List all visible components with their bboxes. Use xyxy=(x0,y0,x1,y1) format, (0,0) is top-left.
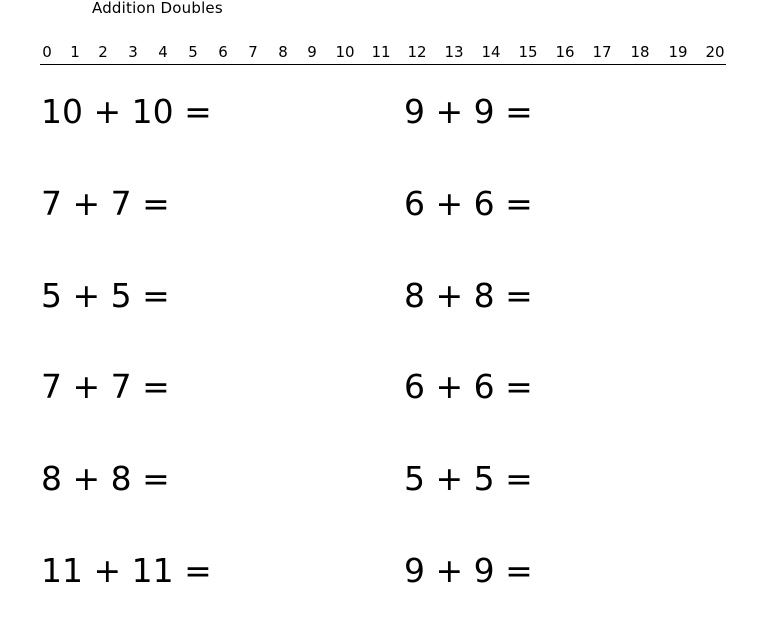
number-line-label: 17 xyxy=(592,43,612,61)
addition-problem: 6 + 6 = xyxy=(404,184,533,223)
number-line-label: 9 xyxy=(307,43,317,61)
number-line-label: 13 xyxy=(444,43,464,61)
number-line-label: 7 xyxy=(248,43,258,61)
number-line-label: 19 xyxy=(668,43,688,61)
addition-problem: 8 + 8 = xyxy=(41,459,170,498)
number-line-label: 6 xyxy=(218,43,228,61)
number-line-label: 14 xyxy=(481,43,501,61)
number-line-label: 12 xyxy=(407,43,427,61)
number-line xyxy=(40,43,726,65)
addition-problem: 5 + 5 = xyxy=(404,459,533,498)
addition-problem: 7 + 7 = xyxy=(41,367,170,406)
addition-problem: 5 + 5 = xyxy=(41,276,170,315)
addition-problem: 11 + 11 = xyxy=(41,551,212,590)
addition-problem: 8 + 8 = xyxy=(404,276,533,315)
addition-problem: 9 + 9 = xyxy=(404,92,533,131)
number-line-label: 16 xyxy=(555,43,575,61)
number-line-label: 10 xyxy=(335,43,355,61)
addition-problem: 10 + 10 = xyxy=(41,92,212,131)
number-line-label: 2 xyxy=(98,43,108,61)
number-line-label: 5 xyxy=(188,43,198,61)
worksheet-title: Addition Doubles xyxy=(92,0,223,17)
addition-problem: 9 + 9 = xyxy=(404,551,533,590)
number-line-label: 3 xyxy=(128,43,138,61)
number-line-label: 11 xyxy=(371,43,391,61)
number-line-label: 4 xyxy=(158,43,168,61)
addition-problem: 6 + 6 = xyxy=(404,367,533,406)
addition-problem: 7 + 7 = xyxy=(41,184,170,223)
number-line-label: 15 xyxy=(518,43,538,61)
number-line-label: 18 xyxy=(630,43,650,61)
number-line-label: 20 xyxy=(705,43,725,61)
number-line-label: 8 xyxy=(278,43,288,61)
number-line-label: 1 xyxy=(70,43,80,61)
number-line-label: 0 xyxy=(42,43,52,61)
